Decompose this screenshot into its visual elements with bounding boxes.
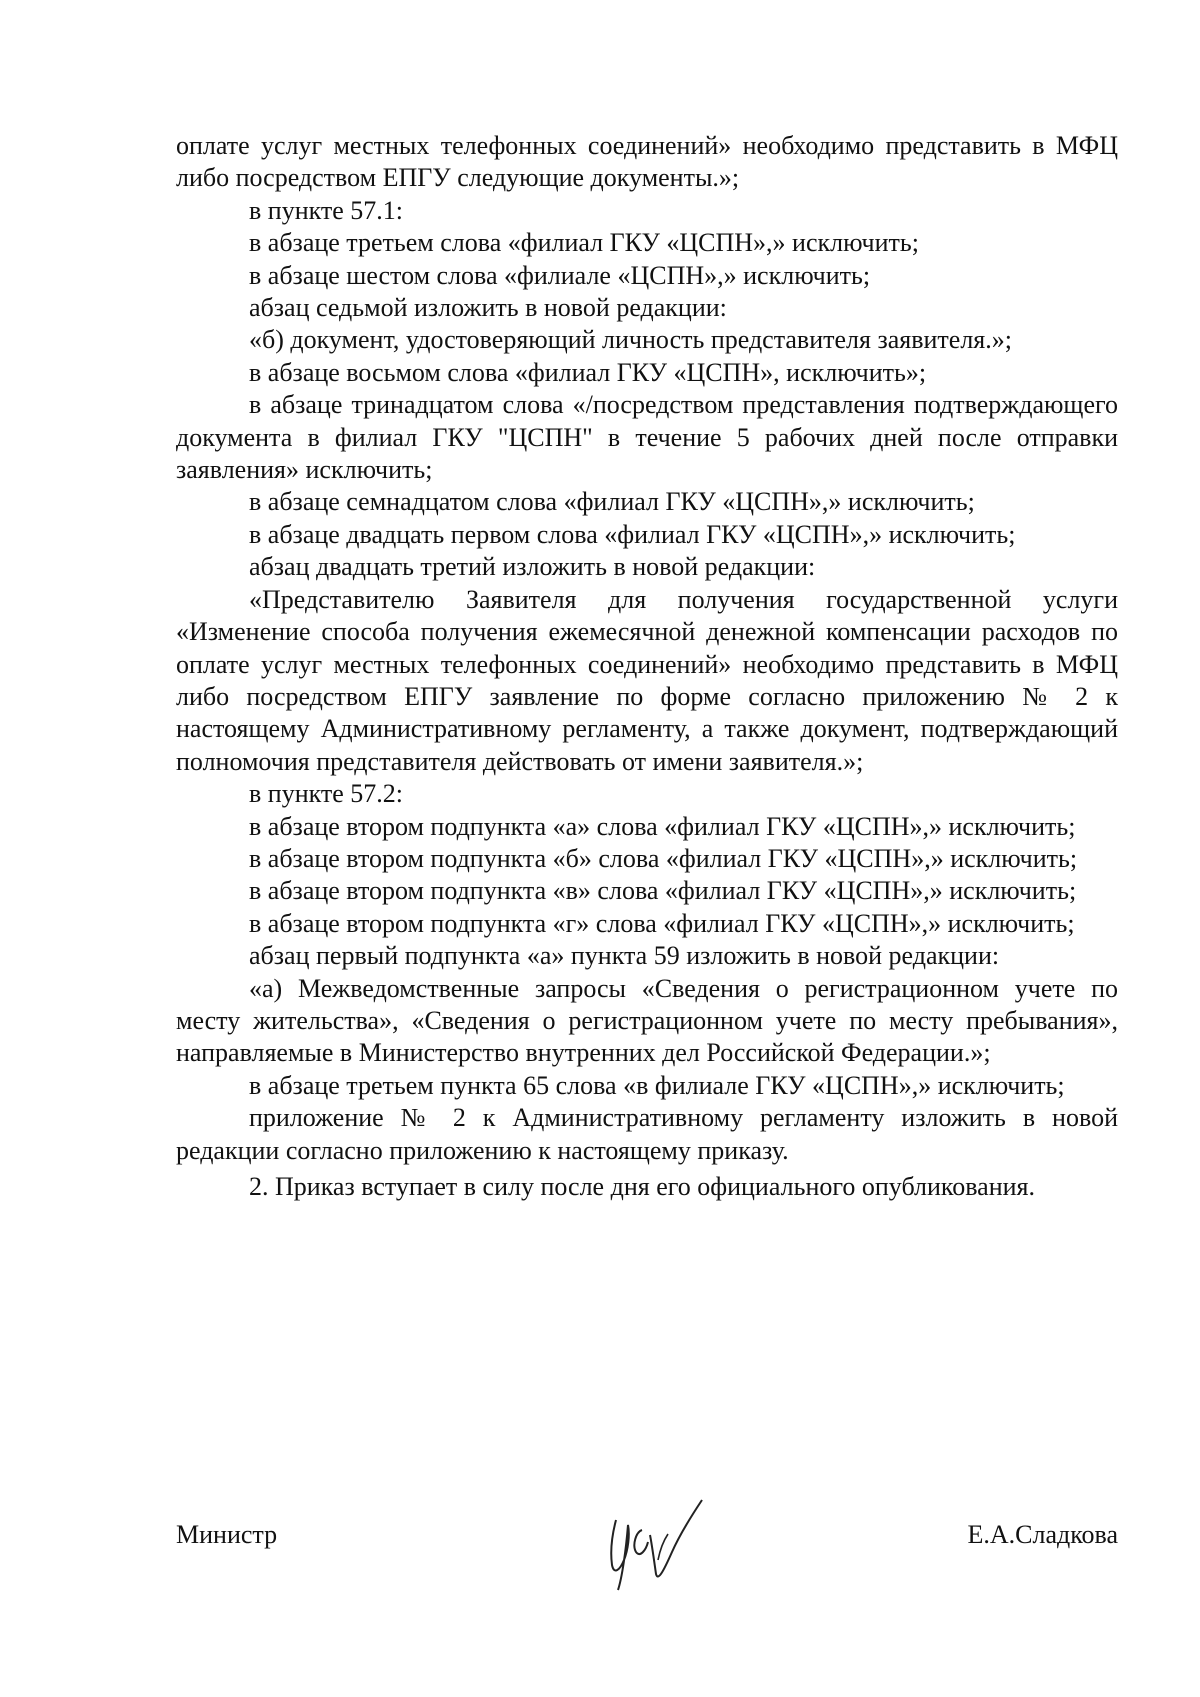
paragraph: «а) Межведомственные запросы «Сведения о регистрационном учете по месту жительства», «Сведения о регистрационном учете по месту пребывания», направляемые в Министерство внутренних дел Российской Федерации.»; — [176, 973, 1118, 1068]
paragraph: в абзаце семнадцатом слова «филиал ГКУ «ЦСПН»,» исключить; — [249, 487, 975, 517]
paragraph: абзац седьмой изложить в новой редакции: — [249, 293, 727, 323]
paragraph: в пункте 57.2: — [249, 779, 404, 809]
signatory-title: Министр — [176, 1520, 278, 1549]
paragraph: приложение № 2 к Административному регламенту изложить в новой редакции согласно приложению к настоящему приказу. — [176, 1103, 1118, 1165]
paragraph: в абзаце двадцать первом слова «филиал ГКУ «ЦСПН»,» исключить; — [249, 519, 1016, 549]
paragraph: в абзаце втором подпункта «а» слова «филиал ГКУ «ЦСПН»,» исключить; — [249, 811, 1076, 841]
paragraph: в пункте 57.1: — [249, 195, 404, 225]
paragraph: в абзаце тринадцатом слова «/посредством представления подтверждающего документа в филиал ГКУ "ЦСПН" в течение 5 рабочих дней после отправки заявления» исключить; — [176, 390, 1118, 485]
paragraph: абзац первый подпункта «а» пункта 59 изложить в новой редакции: — [249, 941, 1000, 971]
handwritten-signature-icon — [598, 1490, 718, 1600]
paragraph: «б) документ, удостоверяющий личность представителя заявителя.»; — [249, 325, 1012, 355]
paragraph: в абзаце третьем слова «филиал ГКУ «ЦСПН»,» исключить; — [249, 228, 919, 258]
paragraph: в абзаце восьмом слова «филиал ГКУ «ЦСПН», исключить»; — [249, 357, 927, 387]
document-body — [176, 130, 1118, 1203]
paragraph: «Представителю Заявителя для получения государственной услуги «Изменение способа получения ежемесячной денежной компенсации расходов по оплате услуг местных телефонных соединений» необходимо представить в МФЦ либо посредством ЕПГУ заявление по форме согласно приложению № 2 к настоящему Административному регламенту, а также документ, подтверждающий полномочия представителя действовать от имени заявителя.»; — [176, 584, 1118, 776]
paragraph: в абзаце втором подпункта «в» слова «филиал ГКУ «ЦСПН»,» исключить; — [249, 876, 1077, 906]
signatory-name: Е.А.Сладкова — [967, 1520, 1118, 1549]
signature-block — [176, 1500, 1118, 1580]
paragraph: абзац двадцать третий изложить в новой редакции: — [249, 552, 816, 582]
paragraph: в абзаце втором подпункта «б» слова «филиал ГКУ «ЦСПН»,» исключить; — [249, 843, 1078, 873]
paragraph: в абзаце третьем пункта 65 слова «в филиале ГКУ «ЦСПН»,» исключить; — [249, 1070, 1065, 1100]
paragraph: в абзаце втором подпункта «г» слова «филиал ГКУ «ЦСПН»,» исключить; — [249, 908, 1075, 938]
paragraph-continuation: оплате услуг местных телефонных соединений» необходимо представить в МФЦ либо посредством ЕПГУ следующие документы.»; — [176, 131, 1118, 193]
paragraph: в абзаце шестом слова «филиале «ЦСПН»,» исключить; — [249, 260, 871, 290]
paragraph-effective-date: 2. Приказ вступает в силу после дня его официального опубликования. — [249, 1172, 1035, 1201]
